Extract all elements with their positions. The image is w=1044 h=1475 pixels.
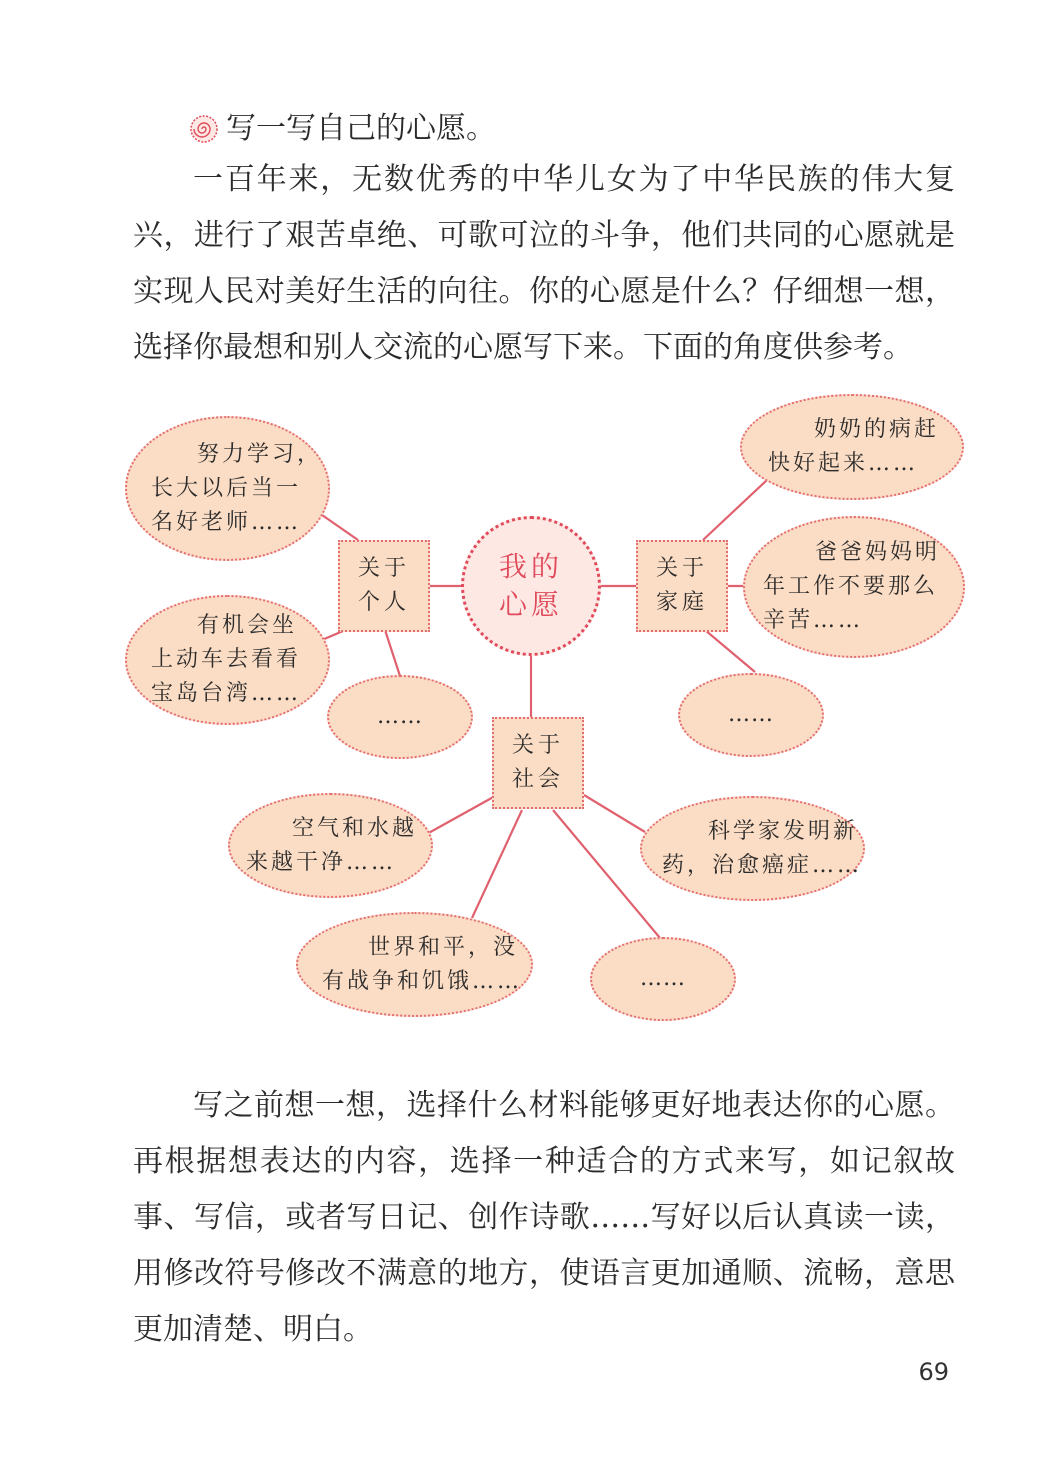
wish-bubble-personal-2 (125, 595, 330, 725)
wish-bubble-society-1 (228, 793, 433, 898)
category-label-line1: 关于 (357, 556, 410, 581)
category-label-line2: 家庭 (655, 590, 708, 615)
wish-line: 有战争和饥饿…… (322, 968, 523, 994)
center-label-line1: 我的 (498, 550, 563, 583)
more-ellipsis: …… (377, 704, 423, 729)
connector (472, 810, 522, 918)
writing-instructions-paragraph: 写之前想一想，选择什么材料能够更好地表达你的心愿。再根据想表达的内容，选择一种适合的方式来写，如记叙故事、写信，或者写日记、创作诗歌……写好以后认真读一读，用修改符号修改不满意的地方，使语言更加通顺、流畅，意思更加清楚、明白。 (133, 1088, 955, 1347)
wish-line: 世界和平，没 (368, 934, 519, 960)
category-label-line2: 个人 (357, 590, 410, 615)
wish-bubble-society-3 (296, 912, 533, 1017)
more-ellipsis: …… (640, 966, 686, 991)
spiral-icon (190, 115, 218, 143)
intro-paragraph: 一百年来，无数优秀的中华儿女为了中华民族的伟大复兴，进行了艰苦卓绝、可歌可泣的斗争，他们共同的心愿就是实现人民对美好生活的向往。你的心愿是什么？仔细想一想，选择你最想和别人交流的心愿写下来。下面的角度供参考。 (133, 162, 955, 365)
category-label-line1: 关于 (511, 733, 564, 758)
connector (425, 795, 497, 835)
wish-bubble-family-1 (740, 394, 964, 500)
wish-bubble-personal-more (327, 675, 473, 759)
category-label-line2: 社会 (511, 767, 564, 792)
wish-line: 长大以后当一 (151, 475, 302, 501)
wish-line: 快好起来…… (768, 451, 919, 476)
wish-bubble-family-more (678, 673, 824, 757)
wish-line: 努力学习， (197, 441, 323, 467)
page-number: 69 (918, 1358, 949, 1386)
wish-line: 有机会坐 (197, 613, 298, 638)
center-label-line2: 心愿 (498, 588, 563, 621)
connector (703, 480, 767, 540)
heading-text: 写一写自己的心愿。 (226, 111, 496, 146)
wish-line: 宝岛台湾…… (151, 681, 302, 706)
wish-line: 名好老师…… (151, 509, 302, 535)
wish-bubble-personal-1 (125, 416, 330, 561)
wish-line: 来越干净…… (246, 849, 397, 875)
wish-line: 奶奶的病赶 (814, 417, 940, 442)
wish-line: 药，治愈癌症…… (662, 852, 863, 878)
connector (385, 630, 400, 676)
wish-bubble-society-more (590, 937, 736, 1021)
wish-bubble-society-2 (640, 796, 865, 901)
wish-line: 年工作不要那么 (763, 574, 939, 599)
wish-line: 科学家发明新 (708, 818, 859, 844)
wish-line: 空气和水越 (292, 815, 418, 841)
category-box-personal (338, 540, 430, 632)
connector (584, 795, 645, 832)
more-ellipsis: …… (728, 702, 774, 727)
wish-line: 上动车去看看 (151, 647, 302, 672)
wish-bubble-family-2 (743, 516, 965, 658)
category-label-line1: 关于 (655, 556, 708, 581)
mindmap-center (461, 516, 601, 656)
wish-line: 爸爸妈妈明 (815, 540, 941, 565)
section-heading (190, 108, 496, 150)
category-box-family (636, 540, 728, 632)
wish-line: 辛苦…… (763, 608, 864, 633)
category-box-society (492, 717, 584, 809)
